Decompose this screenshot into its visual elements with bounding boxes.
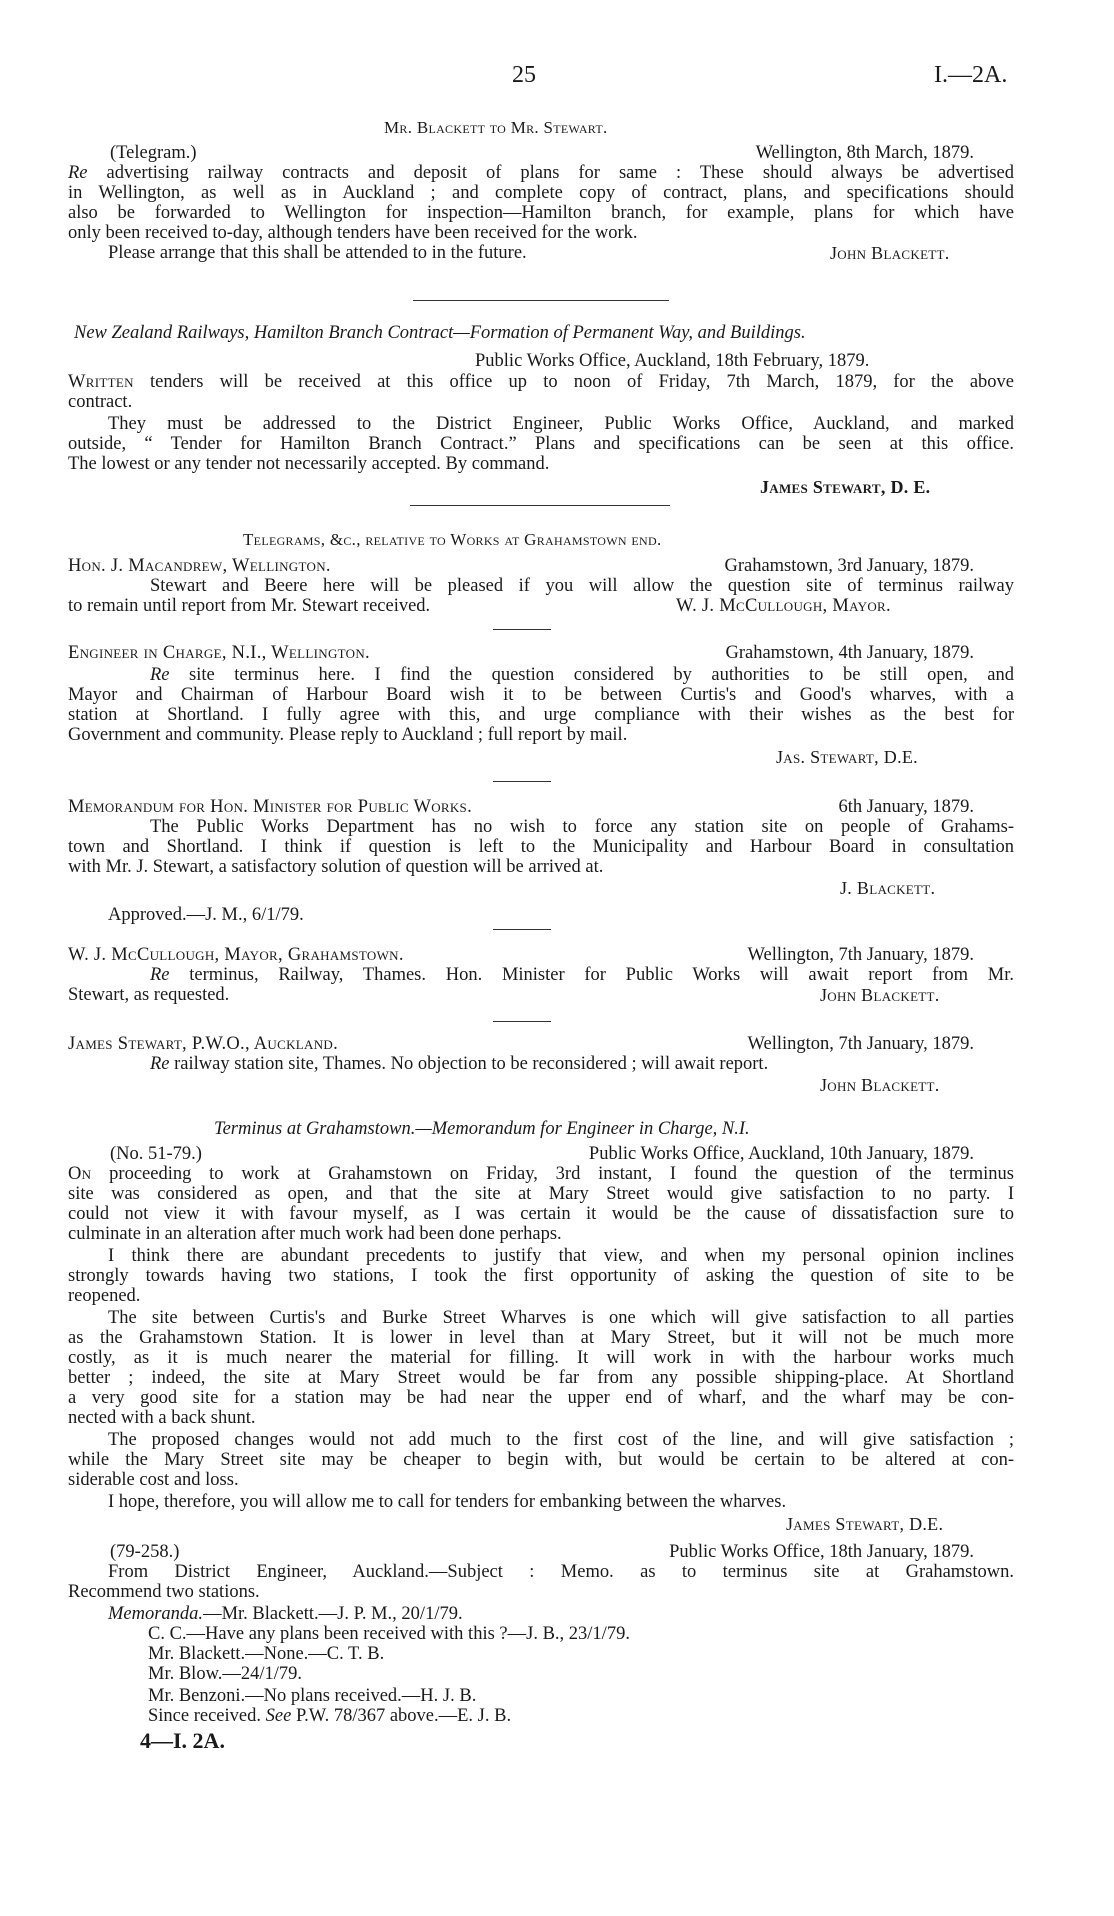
- minute-number: (79-258.): [110, 1542, 180, 1562]
- t1-place-date: Grahamstown, 3rd January, 1879.: [724, 556, 974, 576]
- s1-heading-row: [68, 143, 1014, 163]
- minute-memoranda-5: Mr. Benzoni.—No plans received.—H. J. B.: [148, 1686, 477, 1706]
- divider: [493, 781, 551, 782]
- memo-line-13: nected with a back shunt.: [68, 1408, 256, 1428]
- minute-memoranda-1: Memoranda.—Mr. Blackett.—J. P. M., 20/1/79.: [108, 1604, 463, 1624]
- s1-line-3: also be forwarded to Wellington for inspection—Hamilton branch, for example, plans for which have: [68, 203, 1014, 223]
- memo-line-14: The proposed changes would not add much to the first cost of the line, and will give satisfaction ;: [108, 1430, 1014, 1450]
- t2-heading-row: [68, 643, 1014, 663]
- t3-addressee: Memorandum for Hon. Minister for Public Works.: [68, 797, 473, 817]
- memo-line-17: I hope, therefore, you will allow me to call for tenders for embanking between the wharves.: [108, 1492, 787, 1512]
- t3-date: 6th January, 1879.: [838, 797, 974, 817]
- t2-line-1: Re site terminus here. I find the question considered by authorities to be still open, and: [150, 665, 1014, 685]
- t3-signature: J. Blackett.: [840, 878, 936, 898]
- minute-memoranda-4: Mr. Blow.—24/1/79.: [148, 1664, 303, 1684]
- s1-signature: John Blackett.: [830, 243, 950, 263]
- section-title-hamilton-branch: New Zealand Railways, Hamilton Branch Contract—Formation of Permanent Way, and Buildings.: [74, 323, 806, 343]
- memo-line-1: On proceeding to work at Grahamstown on Friday, 3rd instant, I found the question of the terminus: [68, 1164, 1014, 1184]
- t1-line-1: Stewart and Beere here will be pleased if you will allow the question site of terminus railway: [150, 576, 1014, 596]
- t5-place-date: Wellington, 7th January, 1879.: [747, 1034, 974, 1054]
- t4-addressee: W. J. McCullough, Mayor, Grahamstown.: [68, 945, 404, 965]
- t5-line-1: Re railway station site, Thames. No objection to be reconsidered ; will await report.: [150, 1054, 769, 1074]
- t3-line-1: The Public Works Department has no wish to force any station site on people of Grahams-: [150, 817, 1014, 837]
- t2-addressee: Engineer in Charge, N.I., Wellington.: [68, 643, 370, 663]
- divider: [410, 505, 670, 506]
- document-reference: I.—2A.: [934, 62, 1008, 88]
- s1-line-5: Please arrange that this shall be attended to in the future.: [108, 243, 527, 263]
- t2-line-3: station at Shortland. I fully agree with this, and urge compliance with their wishes as the best for: [68, 705, 1014, 725]
- divider: [493, 1021, 551, 1022]
- t3-heading-row: [68, 797, 1014, 817]
- t3-line-2: town and Shortland. I think if question is left to the Municipality and Harbour Board in consultation: [68, 837, 1014, 857]
- memo-line-9: as the Grahamstown Station. It is lower in level than at Mary Street, but it will not be much more: [68, 1328, 1014, 1348]
- memo-line-11: better ; indeed, the site at Mary Street would be far from any possible shipping-place. At Shortland: [68, 1368, 1014, 1388]
- t4-line-1: Re terminus, Railway, Thames. Hon. Minister for Public Works will await report from Mr.: [150, 965, 1014, 985]
- memo-line-8: The site between Curtis's and Burke Street Wharves is one which will give satisfaction to all parties: [108, 1308, 1014, 1328]
- divider: [493, 629, 551, 630]
- memo-place-date: Public Works Office, Auckland, 10th January, 1879.: [588, 1144, 974, 1164]
- sheet-signature-mark: 4—I. 2A.: [140, 1728, 225, 1753]
- memo-line-16: siderable cost and loss.: [68, 1470, 239, 1490]
- divider: [493, 929, 551, 930]
- memo-line-3: could not view it with favour myself, as I was certain it would be the cause of dissatisfaction sure to: [68, 1204, 1014, 1224]
- minute-heading-row: [68, 1542, 1014, 1562]
- s2-line-3: They must be addressed to the District Engineer, Public Works Office, Auckland, and marked: [108, 414, 1014, 434]
- t1-heading-row: [68, 556, 1014, 576]
- memo-signature: James Stewart, D.E.: [786, 1514, 944, 1534]
- minute-memoranda-2: C. C.—Have any plans been received with this ?—J. B., 23/1/79.: [148, 1624, 630, 1644]
- s2-line-1: Written tenders will be received at this office up to noon of Friday, 7th March, 1879, for the above: [68, 372, 1015, 392]
- s1-tag: (Telegram.): [110, 143, 197, 163]
- s2-signature: James Stewart, D. E.: [760, 477, 931, 497]
- s1-line-4: only been received to-day, although tenders have been received for the work.: [68, 223, 638, 243]
- section-title-blackett-to-stewart: Mr. Blackett to Mr. Stewart.: [384, 118, 608, 137]
- t5-addressee: James Stewart, P.W.O., Auckland.: [68, 1034, 339, 1054]
- s2-place-date: Public Works Office, Auckland, 18th February, 1879.: [475, 351, 870, 371]
- minute-line-2: Recommend two stations.: [68, 1582, 260, 1602]
- minute-memoranda-6: Since received. See P.W. 78/367 above.—E. J. B.: [148, 1706, 512, 1726]
- memo-line-2: site was considered as open, and that the site at Mary Street would give satisfaction to no party. I: [68, 1184, 1014, 1204]
- t2-signature: Jas. Stewart, D.E.: [776, 747, 918, 767]
- memo-heading-row: [68, 1144, 1014, 1164]
- t4-place-date: Wellington, 7th January, 1879.: [747, 945, 974, 965]
- s2-line-4: outside, “ Tender for Hamilton Branch Contract.” Plans and specifications can be seen at this office.: [68, 434, 1014, 454]
- s1-line-1: Re advertising railway contracts and deposit of plans for same : These should always be advertised: [68, 163, 1014, 183]
- s2-line-5: The lowest or any tender not necessarily accepted. By command.: [68, 454, 550, 474]
- minute-memoranda-3: Mr. Blackett.—None.—C. T. B.: [148, 1644, 385, 1664]
- t2-place-date: Grahamstown, 4th January, 1879.: [725, 643, 974, 663]
- s2-line-2: contract.: [68, 392, 133, 412]
- memo-line-4: culminate in an alteration after much work had been done perhaps.: [68, 1224, 562, 1244]
- t2-line-2: Mayor and Chairman of Harbour Board wish it to be between Curtis's and Good's wharves, with a: [68, 685, 1014, 705]
- memo-line-15: while the Mary Street site may be cheaper to begin with, but would be certain to be altered at con-: [68, 1450, 1014, 1470]
- minute-line-1: From District Engineer, Auckland.—Subject : Memo. as to terminus site at Grahamstown.: [108, 1562, 1014, 1582]
- t1-addressee: Hon. J. Macandrew, Wellington.: [68, 556, 331, 576]
- memo-line-5: I think there are abundant precedents to justify that view, and when my personal opinion inclines: [108, 1246, 1014, 1266]
- t1-line-2: to remain until report from Mr. Stewart received.: [68, 596, 431, 616]
- t1-signature: W. J. McCullough, Mayor.: [676, 596, 891, 616]
- t3-approved: Approved.—J. M., 6/1/79.: [108, 905, 304, 925]
- t5-heading-row: [68, 1034, 1014, 1054]
- re-label: Re: [68, 163, 88, 183]
- t4-line-2: Stewart, as requested.: [68, 985, 230, 1005]
- memo-line-7: reopened.: [68, 1286, 141, 1306]
- t2-line-4: Government and community. Please reply to Auckland ; full report by mail.: [68, 725, 628, 745]
- memo-line-10: costly, as it is much nearer the material for filling. It will work in with the harbour works much: [68, 1348, 1014, 1368]
- memo-line-6: strongly towards having two stations, I took the first opportunity of asking the question of site to be: [68, 1266, 1014, 1286]
- section-title-terminus-memo: Terminus at Grahamstown.—Memorandum for Engineer in Charge, N.I.: [214, 1119, 750, 1139]
- t5-signature: John Blackett.: [820, 1075, 940, 1095]
- memo-line-12: a very good site for a station may be had near the upper end of wharf, and the wharf may be con-: [68, 1388, 1014, 1408]
- t4-signature: John Blackett.: [820, 985, 940, 1005]
- t4-heading-row: [68, 945, 1014, 965]
- divider: [413, 300, 669, 301]
- t3-line-3: with Mr. J. Stewart, a satisfactory solution of question will be arrived at.: [68, 857, 604, 877]
- memo-number: (No. 51-79.): [110, 1144, 202, 1164]
- s1-line-2: in Wellington, as well as in Auckland ; and complete copy of contract, plans, and specifications should: [68, 183, 1014, 203]
- section-title-telegrams: Telegrams, &c., relative to Works at Grahamstown end.: [243, 530, 662, 549]
- s1-place-date: Wellington, 8th March, 1879.: [755, 143, 974, 163]
- page-number: 25: [512, 62, 536, 88]
- minute-place-date: Public Works Office, 18th January, 1879.: [669, 1542, 974, 1562]
